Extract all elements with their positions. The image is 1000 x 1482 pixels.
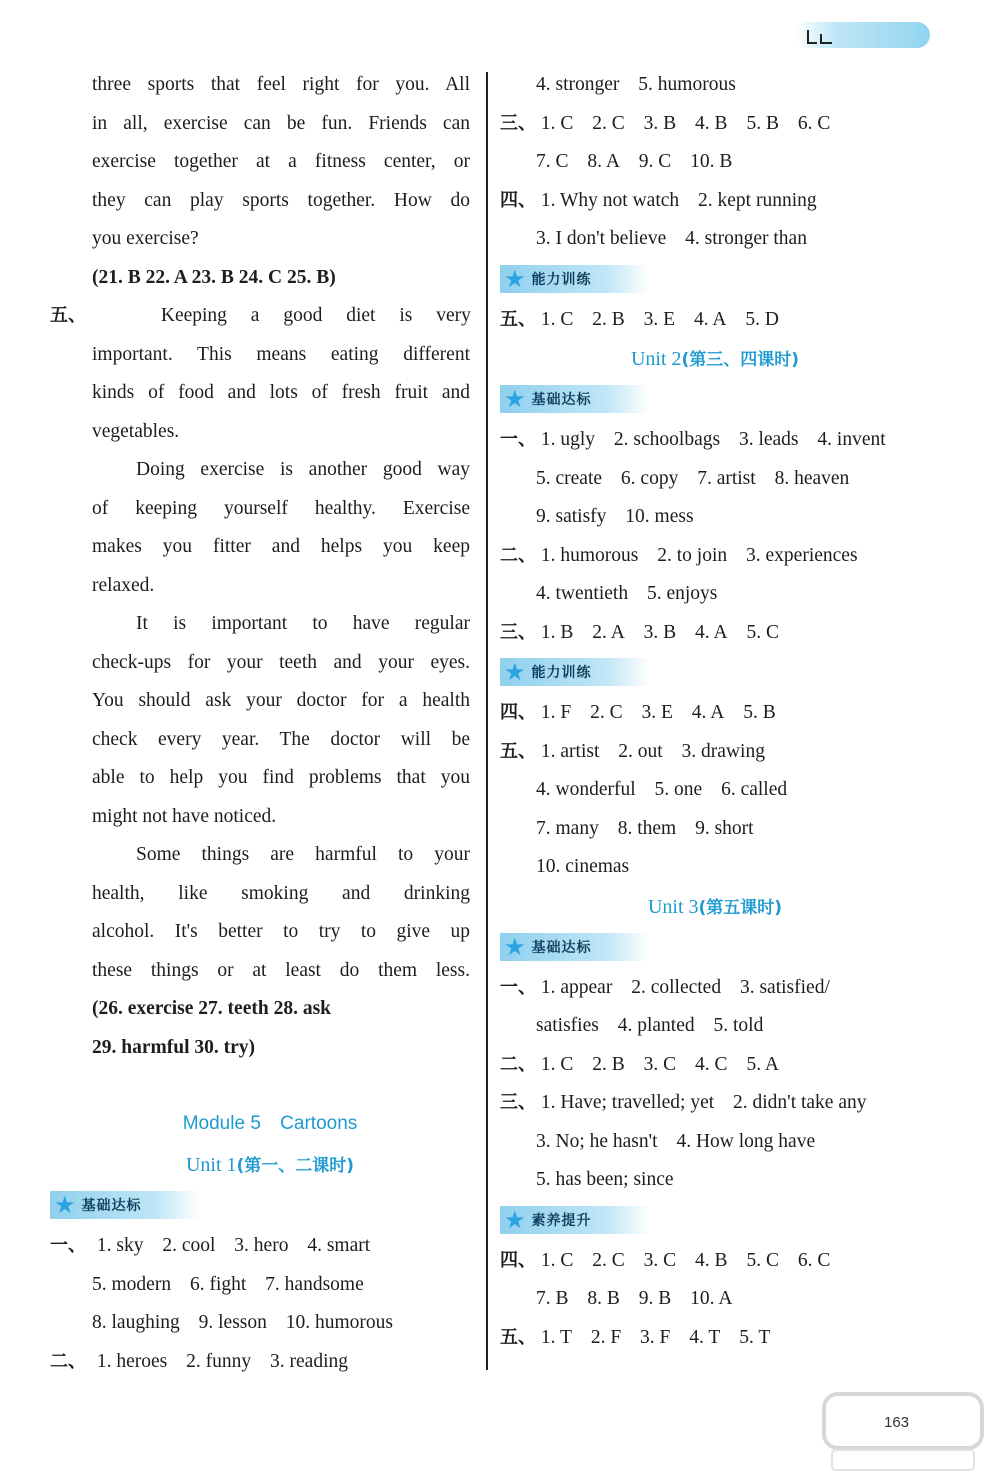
answer-item: 8. them — [617, 817, 677, 839]
answer-row — [500, 1007, 930, 1046]
answer-item: 7. handsome — [265, 1273, 364, 1295]
answer-item: 4. wonderful — [536, 779, 636, 800]
answer-item: 2. out — [618, 740, 663, 762]
answer-row — [500, 810, 930, 849]
answer-row — [500, 1046, 930, 1085]
essay-line: You should ask your doctor for a health — [92, 690, 470, 711]
section-mark: 二、 — [50, 1350, 86, 1372]
answer-item: 7. C — [536, 151, 569, 172]
section-banner — [50, 1191, 200, 1219]
answer-row — [500, 1319, 930, 1358]
text-line: you exercise? — [92, 228, 199, 249]
answer-item: 5. T — [739, 1326, 771, 1348]
section-mark: 三、 — [500, 112, 536, 134]
answer-item: 8. A — [587, 151, 620, 172]
unit-number: Unit 3 — [647, 895, 699, 918]
section-banner — [500, 265, 650, 293]
answer-item: 4. B — [695, 1249, 728, 1271]
section-mark: 三、 — [500, 1092, 536, 1113]
essay-line: important. This means eating different — [92, 343, 470, 365]
answer-row — [500, 421, 930, 460]
answer-line: (21. B 22. A 23. B 24. C 25. B) — [92, 266, 336, 288]
answer-row — [500, 694, 930, 733]
banner-label: 能力训练 — [531, 271, 592, 288]
answer-item: 10. cinemas — [536, 856, 630, 877]
answer-item: 4. stronger than — [685, 228, 807, 249]
answer-item: 2. A — [592, 621, 625, 643]
essay-line: Some things are harmful to your — [136, 844, 470, 865]
section-banner — [500, 658, 650, 686]
essay-line: check-ups for your teeth and your eyes. — [92, 651, 470, 673]
answer-item: 4. C — [695, 1053, 728, 1075]
answer-item: 9. satisfy — [536, 506, 607, 527]
essay-line: these things or at least do them less. — [92, 959, 470, 981]
answer-item: 3. B — [643, 112, 677, 134]
answer-row — [500, 771, 930, 810]
answer-item: 7. many — [536, 817, 599, 839]
answer-row — [500, 1242, 930, 1281]
section-mark: 一、 — [50, 1235, 86, 1256]
section-mark: 二、 — [500, 544, 536, 566]
answer-line: 29. harmful 30. try) — [92, 1036, 256, 1058]
section-banner — [500, 933, 650, 961]
answer-item: 9. B — [638, 1288, 672, 1309]
banner-label: 素养提升 — [531, 1212, 592, 1229]
unit-lessons: (第三、四课时) — [681, 350, 800, 370]
essay-line: makes you fitter and helps you keep — [92, 536, 470, 557]
answer-item: 6. copy — [620, 467, 679, 489]
answer-item: 3. drawing — [681, 740, 765, 762]
watermark-logo — [818, 1388, 988, 1474]
answer-item: 4. T — [689, 1326, 721, 1348]
answer-row — [500, 575, 930, 614]
answer-item: 4. twentieth — [536, 583, 629, 604]
answer-item: 6. C — [797, 112, 831, 134]
answer-item: 5. one — [654, 779, 703, 800]
answer-row — [500, 498, 930, 537]
essay-text: Keeping a good diet is very — [160, 305, 471, 326]
banner-label: 基础达标 — [531, 392, 592, 408]
essay-line: check every year. The doctor will be — [92, 728, 470, 750]
answer-row — [500, 1161, 930, 1200]
answer-item: 5. C — [746, 621, 779, 643]
answer-item: 1. ugly — [540, 429, 596, 450]
answer-item: satisfies — [536, 1015, 599, 1036]
answer-item: 4. B — [695, 112, 728, 134]
banner-label: 基础达标 — [81, 1198, 142, 1214]
section-mark: 四、 — [500, 702, 536, 723]
answer-item: 1. B — [540, 621, 574, 643]
answer-item: 1. C — [540, 1249, 574, 1271]
banner-label: 基础达标 — [531, 939, 592, 956]
answer-item: 1. humorous — [540, 544, 639, 566]
answer-item: 5. modern — [92, 1273, 172, 1295]
answer-item: 5. D — [745, 308, 779, 330]
answer-item: 9. C — [638, 151, 672, 172]
section-mark: 四、 — [500, 1249, 536, 1271]
answer-item: 2. C — [592, 1249, 625, 1271]
essay-line: relaxed. — [92, 574, 155, 596]
left-column — [50, 66, 470, 1381]
essay-line: It is important to have regular — [136, 613, 470, 634]
answer-item: 2. C — [590, 702, 623, 723]
reading-paragraph — [50, 66, 470, 259]
answer-item: 10. humorous — [285, 1312, 393, 1333]
answer-item: 1. heroes — [96, 1350, 168, 1372]
answer-row — [500, 143, 930, 182]
essay — [50, 297, 470, 990]
answer-item: 3. E — [641, 702, 673, 723]
answer-item: 6. fight — [189, 1273, 247, 1295]
answer-item: 10. mess — [625, 506, 694, 527]
header-logo-mark — [805, 28, 835, 46]
answer-item: 4. A — [693, 308, 727, 330]
section-mark: 一、 — [500, 429, 536, 450]
answer-item: 3. hero — [234, 1235, 289, 1256]
answer-item: 4. invent — [817, 429, 886, 450]
answer-item: 7. B — [536, 1288, 569, 1309]
answer-item: 8. B — [587, 1288, 620, 1309]
answer-item: 1. sky — [96, 1235, 144, 1256]
answer-item: 9. lesson — [198, 1312, 267, 1333]
section-banner — [500, 385, 650, 413]
answer-item: 4. stronger — [536, 74, 620, 95]
answer-row — [50, 1227, 470, 1266]
answer-item: 2. kept running — [698, 189, 817, 211]
answer-item: 1. Why not watch — [540, 189, 680, 211]
essay-line — [50, 297, 470, 336]
answer-item: 4. A — [691, 702, 725, 723]
essay-line: might not have noticed. — [92, 805, 277, 827]
unit-title — [500, 339, 930, 379]
banner-label: 能力训练 — [531, 665, 592, 681]
answer-item: 5. humorous — [638, 74, 736, 95]
section-mark: 五、 — [50, 305, 86, 326]
star-icon: ★ — [504, 1205, 526, 1234]
module-name: Cartoons — [280, 1113, 358, 1134]
essay-line: Doing exercise is another good way — [136, 459, 470, 480]
answer-item: 4. planted — [617, 1015, 695, 1036]
answer-item: 3. leads — [738, 429, 799, 450]
essay-line: health, like smoking and drinking — [92, 882, 470, 904]
answer-item: 1. Have; travelled; yet — [540, 1092, 715, 1113]
answer-item: 3. C — [643, 1053, 677, 1075]
answer-row — [500, 733, 930, 772]
text-line: exercise together at a fitness center, or — [92, 151, 470, 172]
answer-item: 2. funny — [186, 1350, 252, 1372]
answer-item: 1. T — [540, 1326, 572, 1348]
answer-item: 2. B — [592, 308, 625, 330]
star-icon: ★ — [504, 264, 526, 293]
answer-item: 2. F — [590, 1326, 622, 1348]
text-line: they can play sports together. How do — [92, 189, 470, 211]
star-icon: ★ — [504, 932, 526, 961]
answer-item: 2. C — [592, 112, 625, 134]
answer-item: 4. smart — [307, 1235, 371, 1256]
answer-item: 2. B — [592, 1053, 625, 1075]
answer-item: 3. experiences — [746, 544, 858, 566]
answer-item: 5. C — [746, 1249, 779, 1271]
section-mark: 一、 — [500, 976, 536, 998]
answer-item: 5. told — [713, 1015, 764, 1036]
answer-row — [50, 1304, 470, 1343]
answer-item: 1. C — [540, 112, 574, 134]
answer-item: 10. A — [690, 1288, 733, 1309]
essay-line: of keeping yourself healthy. Exercise — [92, 497, 470, 519]
answer-item: 1. C — [540, 1053, 574, 1075]
answer-item: 5. A — [746, 1053, 779, 1075]
answer-item: 4. How long have — [676, 1130, 816, 1152]
section-mark: 五、 — [500, 1326, 536, 1348]
answer-item: 5. B — [746, 112, 779, 134]
answer-item: 5. create — [536, 467, 603, 489]
unit-title — [500, 887, 930, 927]
answer-item: 4. A — [695, 621, 728, 643]
answer-item: 3. satisfied/ — [739, 976, 830, 998]
section-mark: 四、 — [500, 189, 536, 211]
answer-item: 9. short — [695, 817, 754, 839]
answer-item: 7. artist — [697, 467, 756, 489]
essay-line: alcohol. It's better to try to give up — [92, 921, 470, 942]
section-mark: 三、 — [500, 621, 536, 643]
answer-row — [500, 66, 930, 105]
answer-row — [500, 460, 930, 499]
answer-row — [500, 848, 930, 887]
answer-row — [500, 969, 930, 1008]
answer-line: (26. exercise 27. teeth 28. ask — [92, 998, 331, 1019]
answer-row — [500, 301, 930, 340]
right-column — [500, 66, 930, 1357]
answer-item: 2. collected — [631, 976, 722, 998]
module-title — [50, 1103, 490, 1145]
answer-item: 5. has been; since — [536, 1169, 674, 1190]
answer-item: 6. C — [797, 1249, 831, 1271]
answer-row — [500, 182, 930, 221]
answer-row — [500, 105, 930, 144]
answer-item: 1. F — [540, 702, 572, 723]
answer-item: 2. didn't take any — [733, 1092, 867, 1113]
answer-row — [500, 220, 930, 259]
answer-item: 1. appear — [540, 976, 613, 998]
answer-row — [500, 537, 930, 576]
answer-item: 1. C — [540, 308, 574, 330]
unit-number: Unit 1 — [185, 1154, 237, 1176]
answer-item: 8. heaven — [774, 467, 850, 489]
section-banner — [500, 1206, 650, 1234]
answer-item: 2. to join — [657, 544, 728, 566]
answer-item: 6. called — [721, 779, 788, 800]
answer-item: 3. reading — [270, 1350, 349, 1372]
star-icon: ★ — [504, 658, 526, 686]
unit-lessons: (第一、二课时) — [236, 1156, 355, 1176]
answer-item: 3. B — [643, 621, 677, 643]
answer-item: 3. C — [643, 1249, 677, 1271]
unit-title — [50, 1145, 490, 1185]
answer-item: 3. I don't believe — [536, 228, 667, 249]
star-icon: ★ — [504, 385, 526, 413]
answer-item: 2. schoolbags — [613, 429, 721, 450]
answer-row — [500, 614, 930, 653]
answer-item: 3. F — [640, 1326, 671, 1348]
answer-row — [50, 1266, 470, 1305]
answer-item: 8. laughing — [92, 1312, 180, 1333]
answer-item: 3. E — [643, 308, 676, 330]
answer-row — [500, 1123, 930, 1162]
answer-item: 2. cool — [162, 1235, 216, 1256]
essay-line: kinds of food and lots of fresh fruit and — [92, 382, 470, 403]
essay-line: vegetables. — [92, 420, 180, 442]
module-number: Module 5 — [182, 1113, 261, 1134]
section-mark: 二、 — [500, 1053, 536, 1075]
answer-row — [500, 1084, 930, 1123]
answer-row — [50, 1343, 470, 1382]
answer-item: 5. enjoys — [646, 583, 718, 604]
section-mark: 五、 — [500, 308, 536, 330]
answer-item: 3. No; he hasn't — [536, 1130, 658, 1152]
section-mark: 五、 — [500, 740, 536, 762]
star-icon: ★ — [54, 1191, 76, 1219]
unit-lessons: (第五课时) — [698, 897, 783, 918]
text-line: in all, exercise can be fun. Friends can — [92, 112, 470, 134]
answer-item: 1. artist — [540, 740, 600, 762]
answer-row — [500, 1280, 930, 1319]
unit-number: Unit 2 — [630, 348, 682, 370]
page-number: 163 — [884, 1414, 910, 1431]
essay-line: able to help you find problems that you — [92, 767, 470, 788]
answer-item: 5. B — [743, 702, 776, 723]
text-line: three sports that feel right for you. All — [92, 74, 470, 95]
answer-item: 10. B — [690, 151, 733, 172]
